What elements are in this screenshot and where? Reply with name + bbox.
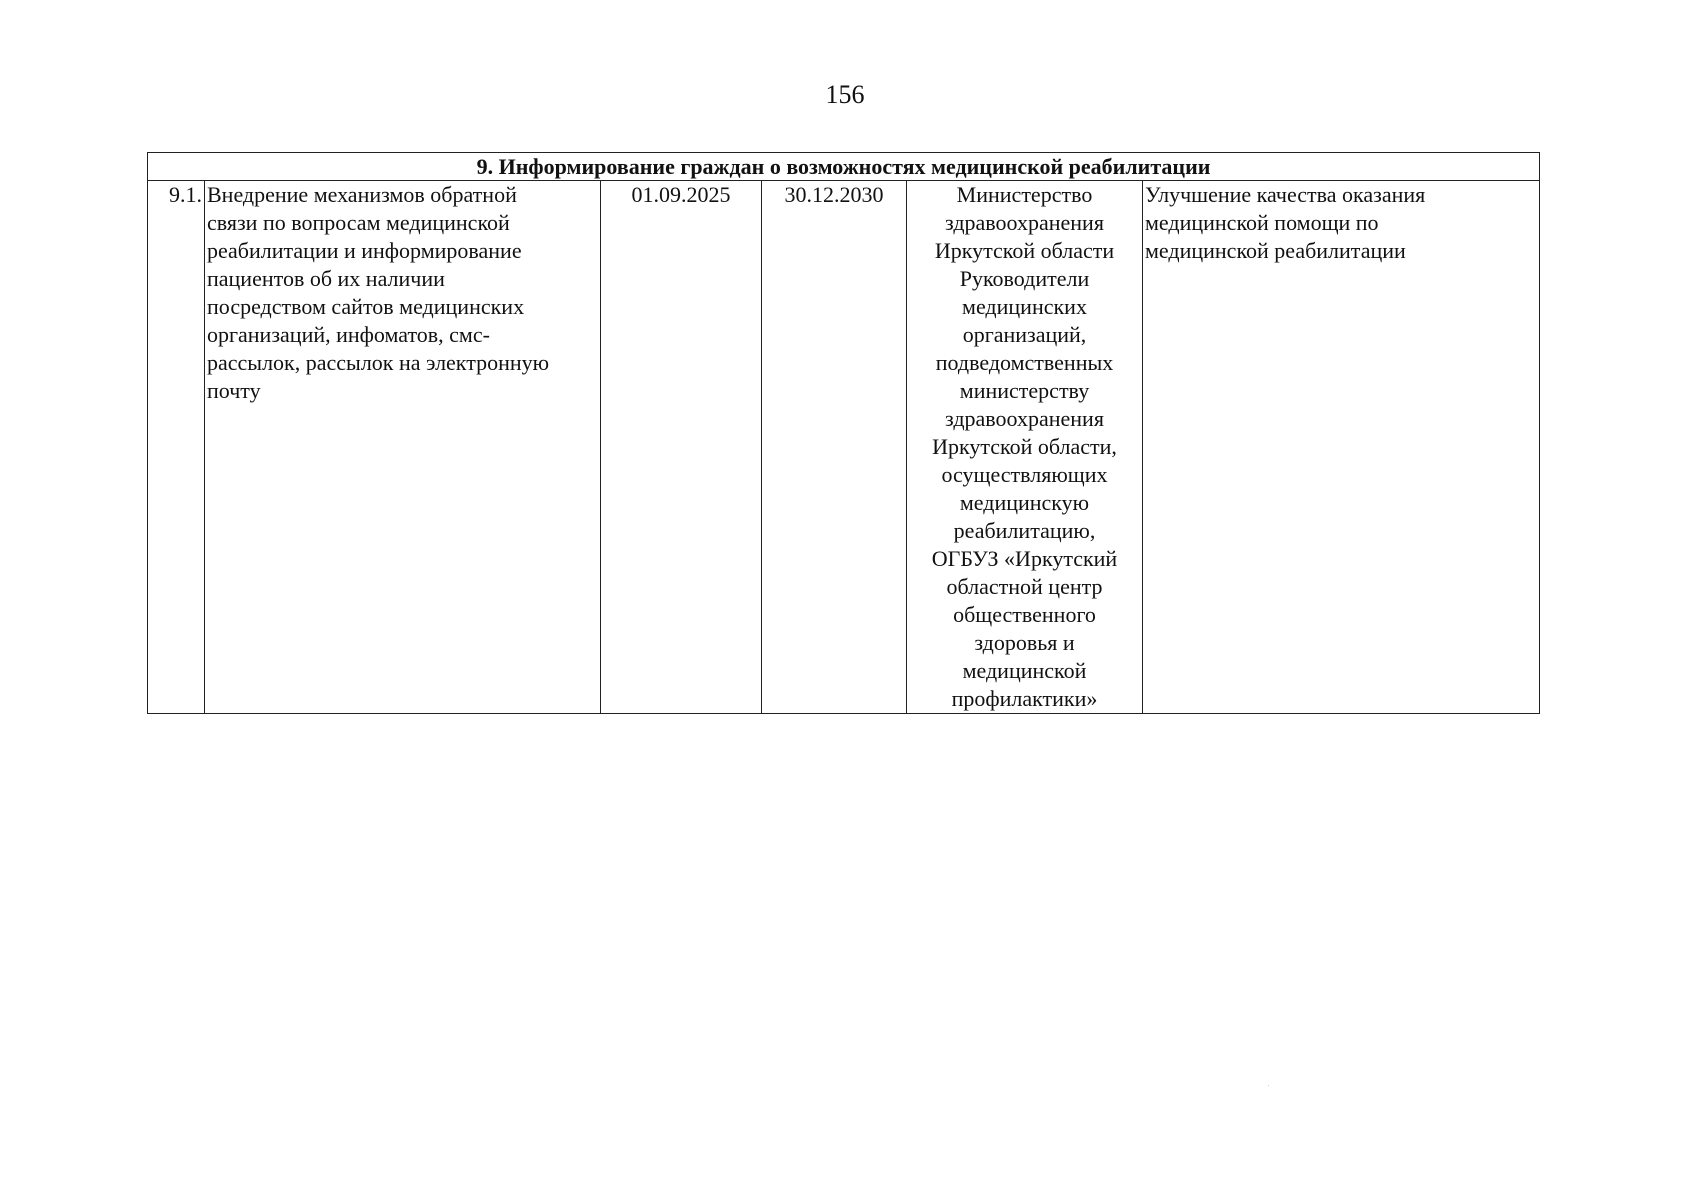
description-line: организаций, инфоматов, смс- — [207, 322, 490, 347]
description-line: пациентов об их наличии — [207, 266, 445, 291]
responsible-line: организаций, — [962, 322, 1087, 347]
responsible-line: подведомственных — [935, 350, 1114, 375]
description-line: рассылок, рассылок на электронную — [207, 350, 550, 375]
description-line: связи по вопросам медицинской — [207, 210, 510, 235]
responsible-line: Иркутской области — [934, 238, 1115, 263]
page-number: 156 — [825, 80, 865, 109]
responsible-line: здоровья и — [974, 630, 1075, 655]
table-row — [148, 181, 1540, 714]
description-line: посредством сайтов медицинских — [207, 294, 525, 319]
description-line: Внедрение механизмов обратной — [207, 182, 517, 207]
responsible-line: общественного — [953, 602, 1096, 627]
result-line: Улучшение качества оказания — [1145, 182, 1426, 207]
responsible-line: министерству — [959, 378, 1090, 403]
responsible-line: областной центр — [946, 574, 1103, 599]
activity-description — [205, 181, 601, 714]
responsible-line: ОГБУЗ «Иркутский — [931, 546, 1118, 571]
result-line: медицинской реабилитации — [1145, 238, 1406, 263]
responsible-line: здравоохранения — [945, 210, 1104, 235]
responsible-line: медицинских — [962, 294, 1087, 319]
start-date: 01.09.2025 — [601, 181, 762, 714]
responsible-line: профилактики» — [951, 686, 1098, 711]
responsible-line: медицинской — [962, 658, 1087, 683]
expected-result — [1143, 181, 1540, 714]
description-line: реабилитации и информирование — [207, 238, 522, 263]
activities-table — [147, 152, 1540, 714]
responsible-line: Иркутской области, — [932, 434, 1117, 459]
result-line: медицинской помощи по — [1145, 210, 1379, 235]
row-number: 9.1. — [148, 181, 205, 714]
section-header-row — [148, 153, 1540, 181]
responsible-line: реабилитацию, — [953, 518, 1096, 543]
responsible-line: Министерство — [956, 182, 1093, 207]
description-line: почту — [207, 378, 261, 403]
end-date: 30.12.2030 — [762, 181, 907, 714]
scan-speck — [1268, 1085, 1269, 1086]
responsible-line: Руководители — [959, 266, 1090, 291]
responsible-line: здравоохранения — [945, 406, 1104, 431]
responsible-line: осуществляющих — [941, 462, 1108, 487]
section-title: 9. Информирование граждан о возможностях медицинской реабилитации — [148, 153, 1540, 181]
responsible-executors — [907, 181, 1143, 714]
responsible-line: медицинскую — [959, 490, 1090, 515]
